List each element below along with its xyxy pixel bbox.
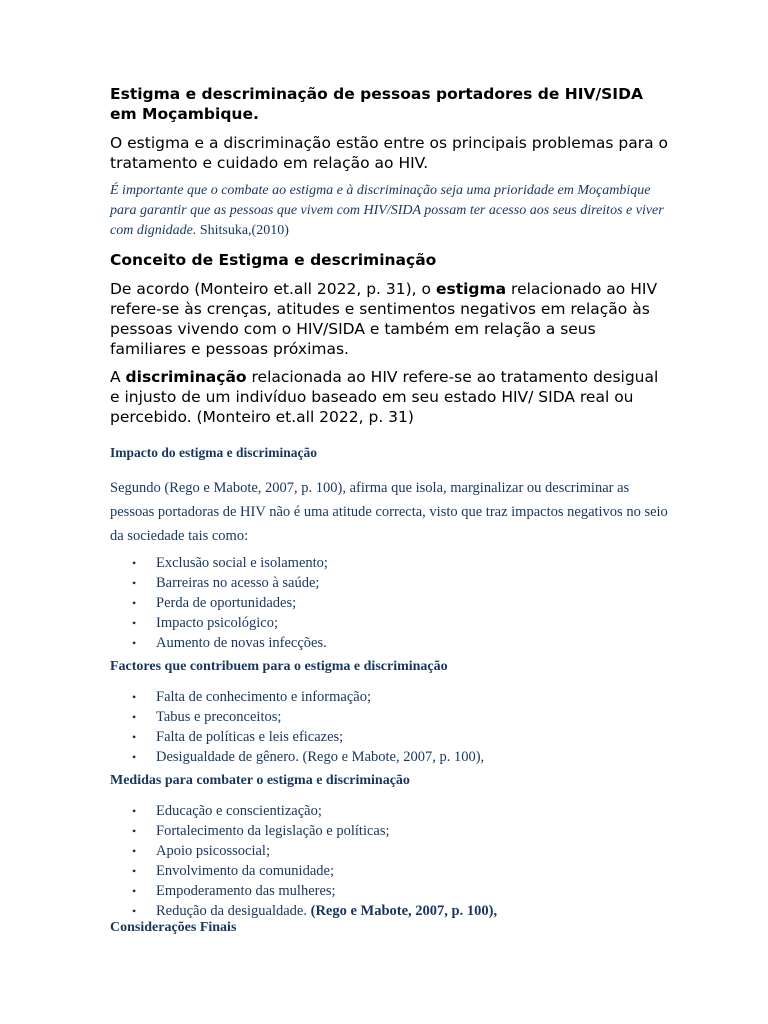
list-item [110,901,497,921]
list-item [110,553,328,573]
list-item-text: Desigualdade de gênero. (Rego e Mabote, 2007, p. 100), [156,749,485,765]
quote-text: É importante que o combate ao estigma e à discriminação seja uma prioridade em Moçambique para garantir que as pessoas que vivem com HIV/SIDA possam ter acesso aos seus direitos e viver com dignidade. [110,183,664,238]
list-item [110,841,497,861]
list-item [110,613,328,633]
bullet-icon: • [132,904,137,918]
list-item [110,707,484,727]
bullet-icon: • [132,750,137,764]
impact-heading: Impacto do estigma e discriminação [110,445,317,460]
list-item-text: Educação e conscientização; [156,803,322,819]
list-item [110,727,484,747]
list-item [110,747,484,767]
list-item-text: Apoio psicossocial; [156,843,270,859]
bullet-icon: • [132,730,137,744]
impact-paragraph: Segundo (Rego e Mabote, 2007, p. 100), afirma que isola, marginalizar ou descriminar as pessoas portadoras de HIV não é uma atitude correcta, visto que traz impactos negativos no seio da sociedade tais como: [110,480,668,544]
impacts-list [110,553,328,653]
stigma-definition-intro: De acordo (Monteiro et.all 2022, p. 31), o [110,280,436,298]
stigma-definition-paragraph [110,279,670,359]
measures-list [110,801,497,921]
list-item-text: Redução da desigualdade. [156,903,307,919]
intro-paragraph: O estigma e a discriminação estão entre os principais problemas para o tratamento e cuidado em relação ao HIV. [110,134,669,172]
measures-heading: Medidas para combater o estigma e discriminação [110,773,410,788]
list-item-text: Envolvimento da comunidade; [156,863,334,879]
factors-list [110,687,484,767]
bullet-icon: • [132,556,137,570]
list-item-text: Exclusão social e isolamento; [156,555,328,571]
concept-heading: Conceito de Estigma e descriminação [110,251,437,269]
bullet-icon: • [132,864,137,878]
list-item [110,861,497,881]
list-item [110,881,497,901]
list-item [110,593,328,613]
discrimination-definition-intro: A [110,368,126,386]
bullet-icon: • [132,884,137,898]
stigma-definition-body: relacionado ao HIV refere-se às crenças, atitudes e sentimentos negativos em relação às pessoas vivendo com o HIV/SIDA e também em relação a seus familiares e pessoas próximas. [110,280,658,358]
list-item-text: Aumento de novas infecções. [156,635,327,651]
list-item [110,573,328,593]
quote-citation: Shitsuka,(2010) [199,223,289,238]
bullet-icon: • [132,576,137,590]
list-item-text: Falta de políticas e leis eficazes; [156,729,344,745]
factors-heading: Factores que contribuem para o estigma e discriminação [110,659,448,674]
document-title: Estigma e descriminação de pessoas portadores de HIV/SIDA em Moçambique. [110,85,643,123]
list-item [110,801,497,821]
bullet-icon: • [132,804,137,818]
bullet-icon: • [132,690,137,704]
list-item-citation: (Rego e Mabote, 2007, p. 100), [310,903,498,919]
list-item-text: Empoderamento das mulheres; [156,883,336,899]
quote-paragraph [110,181,670,241]
bullet-icon: • [132,824,137,838]
list-item-text: Falta de conhecimento e informação; [156,689,371,705]
bullet-icon: • [132,844,137,858]
bullet-icon: • [132,710,137,724]
list-item [110,633,328,653]
discrimination-term: discriminação [125,368,247,386]
list-item-text: Fortalecimento da legislação e políticas; [156,823,390,839]
list-item [110,821,497,841]
list-item-text: Tabus e preconceitos; [156,709,282,725]
stigma-term: estigma [435,280,507,298]
final-considerations-heading: Considerações Finais [110,920,237,935]
bullet-icon: • [132,636,137,650]
list-item-text: Impacto psicológico; [156,615,279,631]
discrimination-definition-body: relacionada ao HIV refere-se ao tratamento desigual e injusto de um indivíduo baseado em seu estado HIV/ SIDA real ou percebido. (Monteiro et.all 2022, p. 31) [110,368,659,426]
list-item [110,687,484,707]
bullet-icon: • [132,596,137,610]
bullet-icon: • [132,616,137,630]
discrimination-definition-paragraph [110,367,670,427]
list-item-text: Barreiras no acesso à saúde; [156,575,320,591]
list-item-text: Perda de oportunidades; [156,595,297,611]
